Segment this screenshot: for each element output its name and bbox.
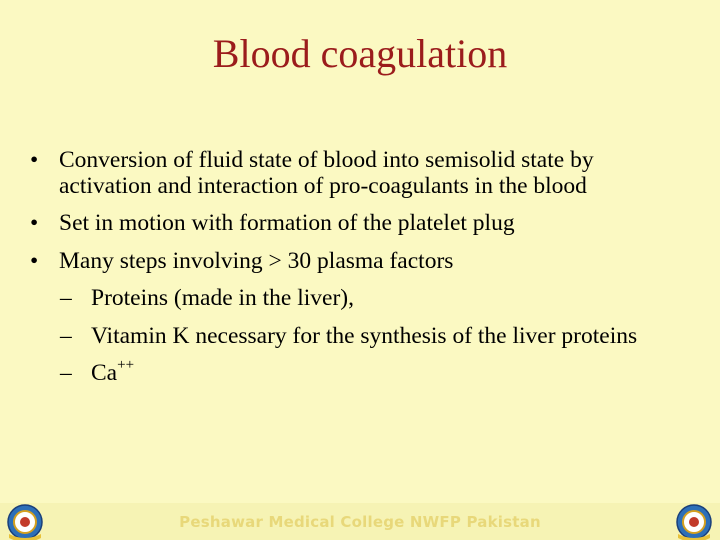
sub-bullet-text: Ca xyxy=(91,360,118,386)
sub-bullet-item xyxy=(30,286,690,312)
bullet-text: Conversion of fluid state of blood into semisolid state by activation and interaction of pro-coagulants in the blood xyxy=(59,147,594,199)
bullet-text: Set in motion with formation of the platelet plug xyxy=(59,210,515,236)
dash-marker: – xyxy=(60,360,72,386)
bullet-item xyxy=(30,249,690,275)
slide-content xyxy=(30,148,690,387)
bullet-text: Many steps involving > 30 plasma factors xyxy=(59,247,454,274)
college-emblem-icon xyxy=(3,498,47,540)
bullet-marker: • xyxy=(30,247,39,274)
bullet-marker: • xyxy=(30,147,39,173)
sub-bullet-text: Vitamin K necessary for the synthesis of the liver proteins xyxy=(91,322,638,349)
slide-title: Blood coagulation xyxy=(212,31,508,76)
bullet-item xyxy=(30,211,690,237)
sub-bullet-item xyxy=(30,357,690,387)
footer-text: Peshawar Medical College NWFP Pakistan xyxy=(179,513,541,531)
calcium-charge: ++ xyxy=(117,357,135,374)
bullet-item xyxy=(30,148,690,199)
bullet-marker: • xyxy=(30,210,39,236)
sub-bullet-text: Proteins (made in the liver), xyxy=(91,285,354,311)
college-emblem-icon xyxy=(672,498,716,540)
sub-bullet-item xyxy=(30,324,690,350)
dash-marker: – xyxy=(60,322,72,349)
dash-marker: – xyxy=(60,285,72,311)
